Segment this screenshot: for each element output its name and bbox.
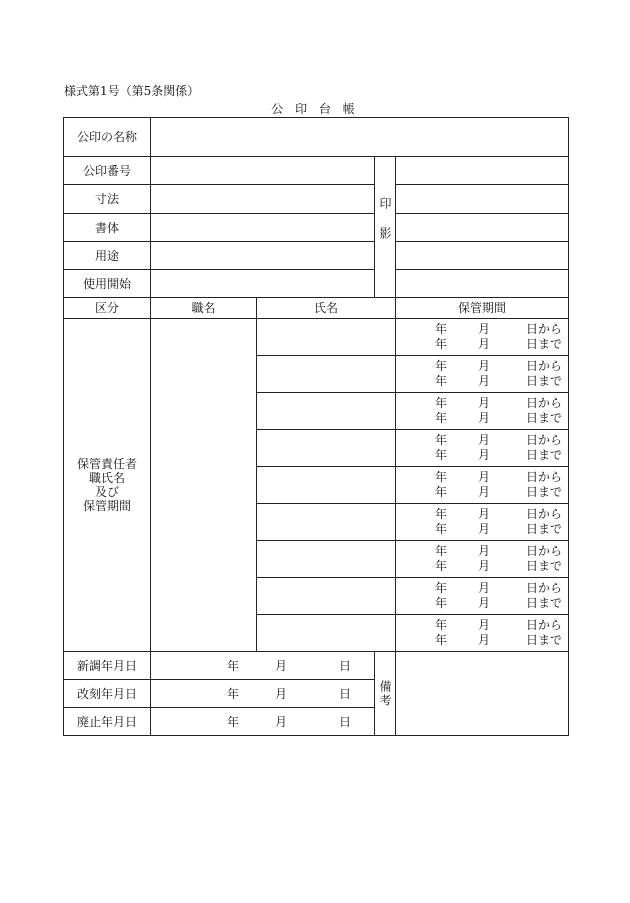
year-word: 年 <box>226 714 239 729</box>
use-value[interactable] <box>151 242 375 270</box>
custodian-name-cell[interactable] <box>257 356 396 393</box>
period-from-line <box>396 470 568 485</box>
period-from-line <box>396 618 568 633</box>
period-month-word: 月 <box>477 322 490 336</box>
period-year-word: 年 <box>434 559 447 573</box>
custody-period-cell[interactable] <box>396 578 569 615</box>
custody-period-cell[interactable] <box>396 393 569 430</box>
seal-number-value[interactable] <box>151 157 375 185</box>
size-label: 寸法 <box>64 185 151 214</box>
period-month-word: 月 <box>477 337 490 351</box>
period-month-word: 月 <box>477 448 490 462</box>
custodian-label-line: 職氏名 <box>88 471 125 485</box>
period-month-word: 月 <box>477 522 490 536</box>
custodian-name-cell[interactable] <box>257 615 396 652</box>
created-date-value[interactable] <box>151 652 375 680</box>
period-month-word: 月 <box>477 581 490 595</box>
custodian-name-cell[interactable] <box>257 541 396 578</box>
category-header: 区分 <box>64 298 151 319</box>
seal-ledger-table <box>63 117 569 736</box>
period-until-line <box>396 337 568 352</box>
period-from-word: 日から <box>525 433 562 447</box>
period-year-word: 年 <box>434 396 447 410</box>
period-year-word: 年 <box>434 448 447 462</box>
period-from-line <box>396 507 568 522</box>
form-title: 公 印 台 帳 <box>271 102 359 116</box>
custodian-name-cell[interactable] <box>257 467 396 504</box>
period-month-word: 月 <box>477 433 490 447</box>
period-from-word: 日から <box>525 618 562 632</box>
period-header: 保管期間 <box>396 298 569 319</box>
period-year-word: 年 <box>434 433 447 447</box>
day-word: 日 <box>338 714 351 729</box>
period-from-line <box>396 433 568 448</box>
period-year-word: 年 <box>434 507 447 521</box>
custodian-name-cell[interactable] <box>257 504 396 541</box>
day-word: 日 <box>338 686 351 701</box>
period-from-word: 日から <box>525 396 562 410</box>
position-header: 職名 <box>151 298 257 319</box>
period-from-word: 日から <box>525 322 562 336</box>
period-until-line <box>396 448 568 463</box>
remarks-label-cell <box>375 652 396 736</box>
period-until-word: 日まで <box>525 411 562 425</box>
period-from-word: 日から <box>525 544 562 558</box>
impression-row-2[interactable] <box>396 185 569 214</box>
period-month-word: 月 <box>477 507 490 521</box>
remarks-label: 備考 <box>378 679 392 708</box>
period-year-word: 年 <box>434 522 447 536</box>
period-until-word: 日まで <box>525 522 562 536</box>
period-year-word: 年 <box>434 411 447 425</box>
start-label: 使用開始 <box>64 270 151 298</box>
period-until-line <box>396 522 568 537</box>
impression-row-3[interactable] <box>396 214 569 242</box>
abolished-date-value[interactable] <box>151 708 375 736</box>
custody-period-cell[interactable] <box>396 467 569 504</box>
custody-period-cell[interactable] <box>396 356 569 393</box>
custodian-row <box>64 319 569 356</box>
person-name-header: 氏名 <box>257 298 396 319</box>
created-date-label: 新調年月日 <box>64 652 151 680</box>
year-word: 年 <box>226 658 239 673</box>
period-month-word: 月 <box>477 618 490 632</box>
period-from-line <box>396 396 568 411</box>
period-month-word: 月 <box>477 559 490 573</box>
seal-name-value[interactable] <box>151 118 569 157</box>
period-year-word: 年 <box>434 470 447 484</box>
month-word: 月 <box>274 658 287 673</box>
custodian-label-cell <box>64 319 151 652</box>
impression-row-5[interactable] <box>396 270 569 298</box>
period-month-word: 月 <box>477 596 490 610</box>
period-until-line <box>396 596 568 611</box>
abolished-date-label: 廃止年月日 <box>64 708 151 736</box>
period-year-word: 年 <box>434 618 447 632</box>
custodian-label-line: 保管期間 <box>82 499 131 513</box>
period-year-word: 年 <box>434 374 447 388</box>
year-word: 年 <box>226 686 239 701</box>
period-until-line <box>396 559 568 574</box>
form-number: 様式第1号（第5条関係） <box>64 84 200 98</box>
font-label: 書体 <box>64 214 151 242</box>
period-until-line <box>396 633 568 648</box>
custodian-rows <box>64 319 569 652</box>
period-until-word: 日まで <box>525 559 562 573</box>
period-year-word: 年 <box>434 596 447 610</box>
period-month-word: 月 <box>477 544 490 558</box>
period-month-word: 月 <box>477 374 490 388</box>
period-month-word: 月 <box>477 470 490 484</box>
period-from-line <box>396 359 568 374</box>
custodian-name-cell[interactable] <box>257 430 396 467</box>
period-year-word: 年 <box>434 359 447 373</box>
start-value[interactable] <box>151 270 375 298</box>
custodian-position-cell[interactable] <box>151 319 257 652</box>
period-from-line <box>396 581 568 596</box>
month-word: 月 <box>274 686 287 701</box>
custody-period-cell[interactable] <box>396 319 569 356</box>
period-year-word: 年 <box>434 337 447 351</box>
period-year-word: 年 <box>434 485 447 499</box>
period-until-word: 日まで <box>525 596 562 610</box>
period-year-word: 年 <box>434 322 447 336</box>
period-until-line <box>396 411 568 426</box>
custody-period-cell[interactable] <box>396 430 569 467</box>
day-word: 日 <box>338 658 351 673</box>
custody-period-cell[interactable] <box>396 615 569 652</box>
period-until-line <box>396 374 568 389</box>
impression-label-cell <box>375 157 396 298</box>
period-until-word: 日まで <box>525 374 562 388</box>
period-month-word: 月 <box>477 633 490 647</box>
month-word: 月 <box>274 714 287 729</box>
custody-period-cell[interactable] <box>396 541 569 578</box>
period-from-word: 日から <box>525 470 562 484</box>
period-month-word: 月 <box>477 411 490 425</box>
period-until-word: 日まで <box>525 485 562 499</box>
period-until-word: 日まで <box>525 337 562 351</box>
period-month-word: 月 <box>477 485 490 499</box>
period-month-word: 月 <box>477 359 490 373</box>
period-year-word: 年 <box>434 633 447 647</box>
period-until-line <box>396 485 568 500</box>
custodian-name-cell[interactable] <box>257 578 396 615</box>
period-until-word: 日まで <box>525 448 562 462</box>
period-from-word: 日から <box>525 359 562 373</box>
period-year-word: 年 <box>434 581 447 595</box>
custody-period-cell[interactable] <box>396 504 569 541</box>
custodian-label-line: 及び <box>94 485 119 499</box>
period-from-word: 日から <box>525 507 562 521</box>
period-month-word: 月 <box>477 396 490 410</box>
period-year-word: 年 <box>434 544 447 558</box>
custodian-name-cell[interactable] <box>257 319 396 356</box>
custodian-label-line: 保管責任者 <box>76 457 137 471</box>
period-from-word: 日から <box>525 581 562 595</box>
period-from-line <box>396 322 568 337</box>
impression-label: 印影 <box>378 197 392 257</box>
period-from-line <box>396 544 568 559</box>
modified-date-value[interactable] <box>151 680 375 708</box>
use-label: 用途 <box>64 242 151 270</box>
impression-row-4[interactable] <box>396 242 569 270</box>
remarks-value[interactable] <box>396 652 569 736</box>
custodian-name-cell[interactable] <box>257 393 396 430</box>
seal-name-label: 公印の名称 <box>64 118 151 157</box>
period-until-word: 日まで <box>525 633 562 647</box>
seal-number-label: 公印番号 <box>64 157 151 185</box>
size-value[interactable] <box>151 185 375 214</box>
impression-row-1[interactable] <box>396 157 569 185</box>
modified-date-label: 改刻年月日 <box>64 680 151 708</box>
font-value[interactable] <box>151 214 375 242</box>
